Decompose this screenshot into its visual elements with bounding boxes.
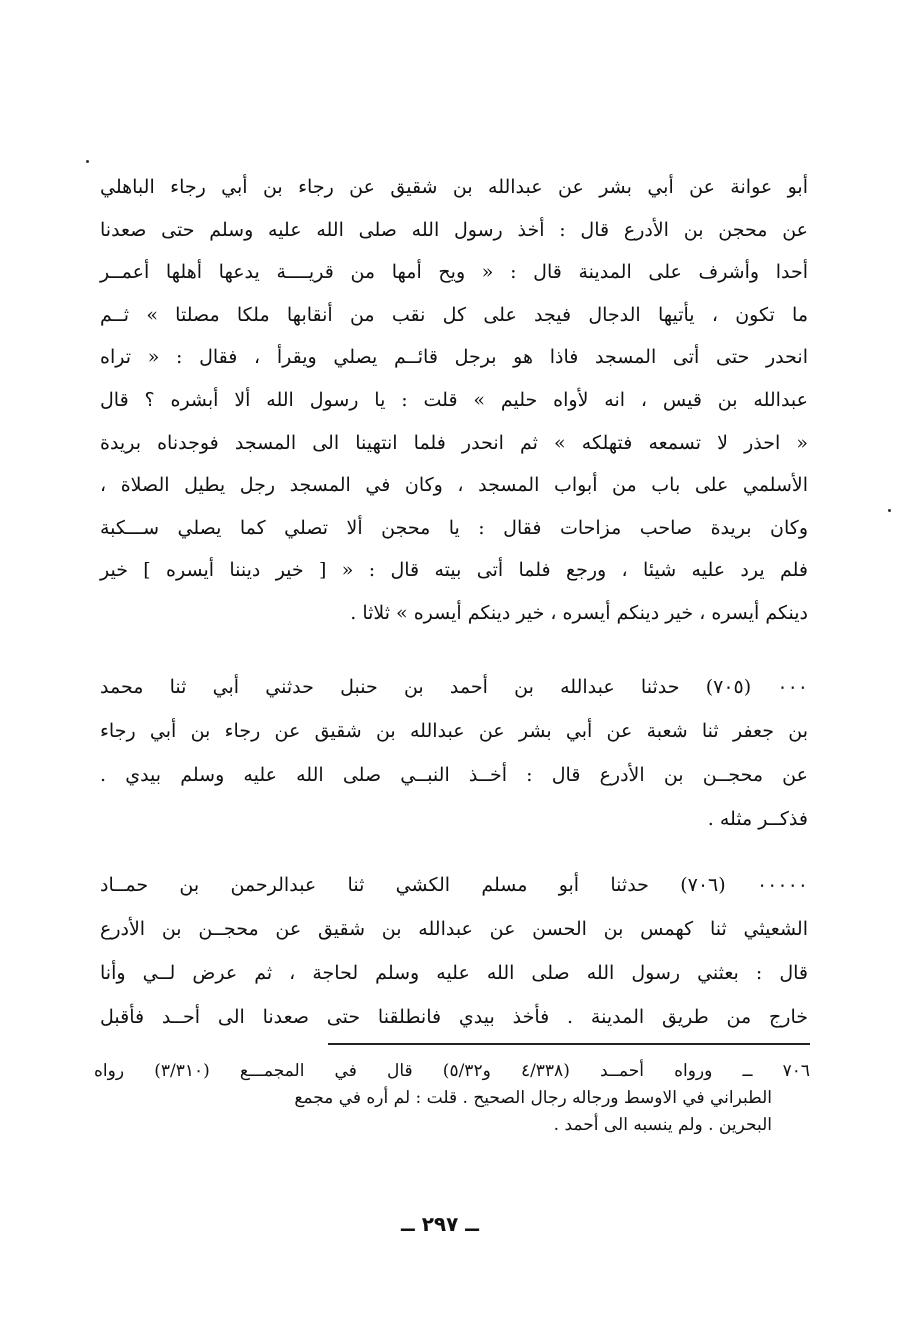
text-line: الشعيثي ثنا كهمس بن الحسن عن عبدالله بن شقيق عن محجــن بن الأدرع [100,918,808,940]
text-line: عبدالله بن قيس ، انه لأواه حليم » قلت : يا رسول الله ألا أبشره ؟ قال [100,388,808,411]
text-line: قال : بعثني رسول الله صلى الله عليه وسلم لحاجة ، ثم عرض لــي وأنا [100,962,808,984]
hadith-paragraph-1 [100,178,808,647]
footnote-separator [328,1043,810,1045]
text-line: ٠٠٠ (٧٠٥) حدثنا عبدالله بن أحمد بن حنبل حدثني أبي ثنا محمد [100,676,809,698]
text-line: ما تكون ، يأتيها الدجال فيجد على كل نقب من أنقابها ملكا مصلتا » ثــم [100,303,808,326]
hadith-paragraph-705 [100,678,808,854]
text-line: خارج من طريق المدينة . فأخذ بيدي فانطلقنا حتى صعدنا الى أحــد فأقبل [100,1006,808,1028]
footnote-line: الطبراني في الاوسط ورجاله رجال الصحيح . قلت : لم أره في مجمع [294,1088,772,1108]
text-line: عن محجن بن الأدرع قال : أخذ رسول الله صلى الله عليه وسلم حتى صعدنا [100,218,808,241]
text-line: عن محجــن بن الأدرع قال : أخــذ النبــي صلى الله عليه وسلم بيدي . [100,764,808,786]
text-line: فذكــر مثله . [707,808,808,830]
text-line: فلم يرد عليه شيئا ، ورجع فلما أتى بيته قال : « [ خير ديننا أيسره ] خير [100,559,808,582]
scan-speck [888,509,891,512]
footnote-line: البحرين . ولم ينسبه الى أحمد . [553,1115,772,1135]
text-line: وكان بريدة صاحب مزاحات فقال : يا محجن ألا تصلي كما يصلي ســـكبة [100,516,808,539]
text-line: انحدر حتى أتى المسجد فاذا هو برجل قائــم يصلي ويقرأ ، فقال : « تراه [100,346,808,369]
scan-speck [86,160,89,163]
text-line: « احذر لا تسمعه فتهلكه » ثم انحدر فلما انتهينا الى المسجد فوجدناه بريدة [100,431,808,454]
footnote-line: ٧٠٦ ــ ورواه أحمــد (٤/٣٣٨ و٥/٣٢) قال في المجمـــع (٣/٣١٠) رواه [94,1061,810,1081]
text-line: أبو عوانة عن أبي بشر عن عبدالله بن شقيق عن رجاء بن أبي رجاء الباهلي [100,176,808,198]
footnote [94,1063,810,1144]
text-line: دينكم أيسره ، خير دينكم أيسره ، خير دينكم أيسره » ثلاثا . [350,601,808,624]
text-line: أحدا وأشرف على المدينة قال : « ويح أمها من قريــــة يدعها أهلها أعمــر [100,261,808,284]
text-line: ٠٠٠٠٠ (٧٠٦) حدثنا أبو مسلم الكشي ثنا عبدالرحمن بن حمــاد [100,874,808,896]
page-number: ــ ٢٩٧ ــ [401,1212,479,1236]
text-line: الأسلمي على باب من أبواب المسجد ، وكان في المسجد رجل يطيل الصلاة ، [100,474,808,497]
text-line: بن جعفر ثنا شعبة عن أبي بشر عن عبدالله بن شقيق عن رجاء بن أبي رجاء [100,720,808,742]
hadith-paragraph-706 [100,876,808,1052]
